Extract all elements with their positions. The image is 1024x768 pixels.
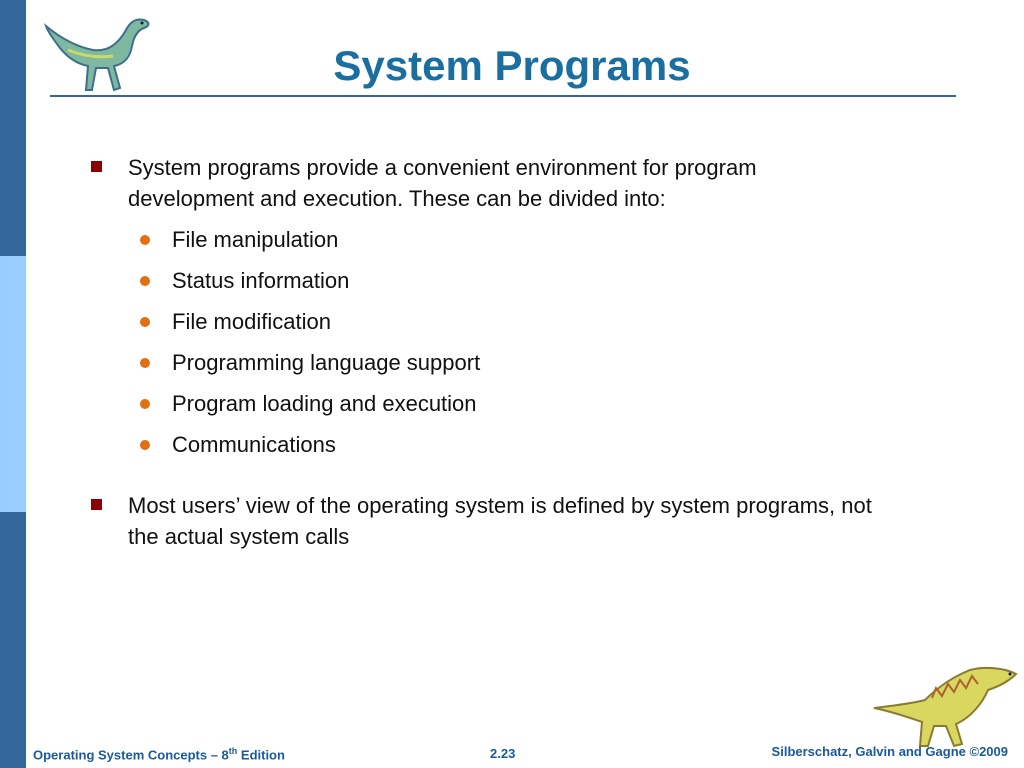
bullet-item <box>88 152 888 214</box>
bullet-spacer <box>88 460 888 490</box>
sub-bullet-item <box>88 224 888 255</box>
sub-bullet-text: File manipulation <box>172 227 339 252</box>
sub-bullet-text: Status information <box>172 268 350 293</box>
round-bullet-icon <box>140 276 150 286</box>
round-bullet-icon <box>140 440 150 450</box>
sidebar-band-middle <box>0 256 26 512</box>
footer-book-suffix: Edition <box>237 747 285 763</box>
bullet-text: System programs provide a convenient environment for program development and execution. These can be divided into: <box>128 155 757 211</box>
bullet-text: Most users’ view of the operating system is defined by system programs, not the actual system calls <box>128 493 872 549</box>
sub-bullet-text: Program loading and execution <box>172 391 477 416</box>
sub-bullet-item <box>88 347 888 378</box>
square-bullet-icon <box>91 161 102 172</box>
footer-copyright: Silberschatz, Galvin and Gagne ©2009 <box>771 744 1008 759</box>
round-bullet-icon <box>140 235 150 245</box>
sub-bullet-item <box>88 265 888 296</box>
sub-bullet-list <box>88 224 888 460</box>
footer-book-sup: th <box>228 746 238 756</box>
sub-bullet-item <box>88 306 888 337</box>
slide-title: System Programs <box>333 42 691 89</box>
bullet-item <box>88 490 888 552</box>
sub-bullet-item <box>88 388 888 419</box>
sidebar-band-bottom <box>0 512 26 768</box>
sub-bullet-text: File modification <box>172 309 331 334</box>
round-bullet-icon <box>140 399 150 409</box>
bullet-list <box>88 152 888 552</box>
sub-bullet-text: Programming language support <box>172 350 481 375</box>
round-bullet-icon <box>140 358 150 368</box>
sub-bullet-item <box>88 429 888 460</box>
footer-book-prefix: Operating System Concepts – 8 <box>33 747 229 763</box>
sub-bullet-text: Communications <box>172 432 336 457</box>
footer-book-title <box>33 746 285 762</box>
dinosaur-icon <box>870 660 1020 750</box>
square-bullet-icon <box>91 499 102 510</box>
round-bullet-icon <box>140 317 150 327</box>
title-divider <box>50 95 956 97</box>
footer-page-number: 2.23 <box>490 746 516 761</box>
